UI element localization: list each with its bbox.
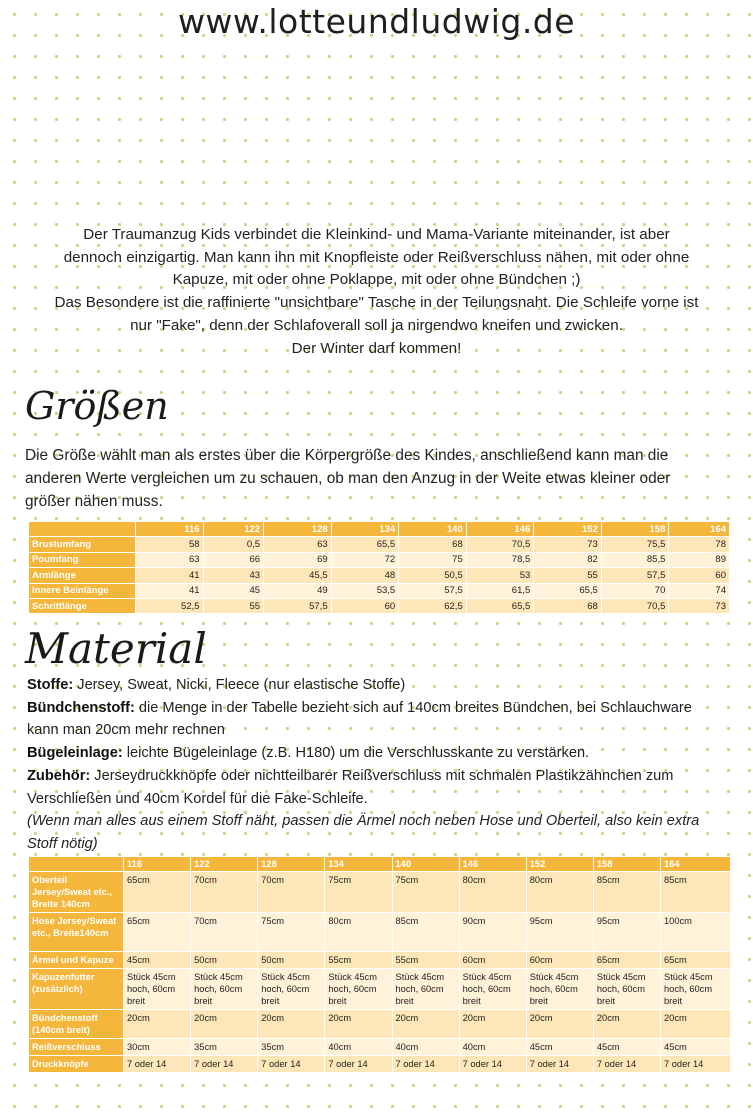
material-item-label: Zubehör: (27, 767, 91, 784)
intro-line: Kapuze, mit oder ohne Poklappe, mit oder ohne Bündchen ;) (172, 271, 581, 289)
table-cell: 20cm (526, 1010, 593, 1039)
table-cell: 66 (203, 552, 264, 567)
table-cell: 65,5 (331, 537, 399, 552)
table-cell: 20cm (392, 1010, 459, 1039)
table-row (29, 1056, 731, 1073)
row-label: Kapuzenfutter (zusätzlich) (29, 969, 124, 1010)
row-label: Schrittlänge (29, 598, 136, 613)
table-cell: 80cm (325, 913, 392, 952)
table-cell: 40cm (459, 1039, 526, 1056)
row-label: Oberteil Jersey/Sweat etc., Breite 140cm (29, 872, 124, 913)
table-cell: 70,5 (601, 598, 669, 613)
table-cell: 75 (399, 552, 467, 567)
table-cell: 35cm (258, 1039, 325, 1056)
table-cell: 41 (136, 568, 204, 583)
table-cell: 7 oder 14 (325, 1056, 392, 1073)
material-item-text: die Menge in der Tabelle bezieht sich auf 140cm breites Bündchen, bei Schlauchware kann man 20cm mehr rechnen (27, 699, 692, 739)
table-cell: Stück 45cm hoch, 60cm breit (325, 969, 392, 1010)
table-cell: Stück 45cm hoch, 60cm breit (191, 969, 258, 1010)
table-cell: 65cm (124, 872, 191, 913)
intro-line: Der Traumanzug Kids verbindet die Kleinkind- und Mama-Variante miteinander, ist aber (83, 226, 670, 243)
column-header-164: 164 (661, 857, 731, 872)
table-cell: 100cm (661, 913, 731, 952)
row-label: Hose Jersey/Sweat etc., Breite140cm (29, 913, 124, 952)
column-header-134: 134 (331, 522, 399, 537)
table-cell: Stück 45cm hoch, 60cm breit (392, 969, 459, 1010)
table-row (29, 1039, 731, 1056)
material-item-text: Jerseydruckknöpfe oder nichtteilbarer Reißverschluss mit schmalen Plastikzähnchen zum Verschließen und 40cm Kordel für die Fake-Schleife. (27, 767, 674, 807)
column-header-116: 116 (124, 857, 191, 872)
table-cell: 85cm (392, 913, 459, 952)
table-cell: 65cm (593, 952, 660, 969)
site-url[interactable]: www.lotteundludwig.de (177, 2, 576, 41)
table-cell: 78 (669, 537, 730, 552)
sizes-line: Die Größe wählt man als erstes über die Körpergröße des Kindes, anschließend kann man die (25, 447, 669, 464)
material-item-text: Jersey, Sweat, Nicki, Fleece (nur elastische Stoffe) (73, 677, 406, 693)
table-cell: 80cm (459, 872, 526, 913)
table-cell: 7 oder 14 (392, 1056, 459, 1073)
column-header-128: 128 (264, 522, 332, 537)
table-cell: 48 (331, 568, 399, 583)
table-cell: 45cm (124, 952, 191, 969)
table-cell: 62,5 (399, 598, 467, 613)
table-cell: 63 (264, 537, 332, 552)
table-cell: 50cm (191, 952, 258, 969)
table-cell: 95cm (526, 913, 593, 952)
table-cell: 70cm (191, 872, 258, 913)
table-cell: 68 (399, 537, 467, 552)
material-item (27, 674, 727, 697)
table-corner (29, 857, 124, 872)
intro-line: Das Besondere ist die raffinierte "unsichtbare" Tasche in der Teilungsnaht. Die Schleife vorne ist (54, 294, 699, 312)
column-header-134: 134 (325, 857, 392, 872)
table-cell: 55 (203, 598, 264, 613)
row-label: Armlänge (29, 568, 136, 583)
table-cell: 20cm (258, 1010, 325, 1039)
column-header-122: 122 (191, 857, 258, 872)
table-cell: 7 oder 14 (191, 1056, 258, 1073)
table-cell: 65,5 (466, 598, 534, 613)
table-cell: 60cm (526, 952, 593, 969)
table-cell: 60 (669, 568, 730, 583)
table-row (29, 568, 730, 583)
table-cell: 70cm (258, 872, 325, 913)
table-cell: 95cm (593, 913, 660, 952)
table-cell: 75,5 (601, 537, 669, 552)
intro-line: Der Winter darf kommen! (291, 339, 462, 357)
table-cell: 53 (466, 568, 534, 583)
table-cell: 40cm (392, 1039, 459, 1056)
table-row (29, 583, 730, 598)
table-row (29, 969, 731, 1010)
material-item-text: leichte Bügeleinlage (z.B. H180) um die Verschlusskante zu verstärken. (122, 745, 590, 762)
table-cell: 80cm (526, 872, 593, 913)
row-label: Ärmel und Kapuze (29, 952, 124, 969)
table-cell: 7 oder 14 (661, 1056, 731, 1073)
table-cell: 7 oder 14 (258, 1056, 325, 1073)
table-cell: 55cm (392, 952, 459, 969)
table-cell: 41 (136, 583, 204, 598)
table-cell: 89 (669, 552, 730, 567)
column-header-128: 128 (258, 857, 325, 872)
table-cell: 85cm (661, 872, 731, 913)
table-cell: 57,5 (399, 583, 467, 598)
table-cell: 49 (264, 583, 332, 598)
table-cell: 45,5 (264, 568, 332, 583)
table-cell: 53,5 (331, 583, 399, 598)
table-cell: 50cm (258, 952, 325, 969)
table-cell: 60 (331, 598, 399, 613)
row-label: Bündchenstoff (140cm breit) (29, 1010, 124, 1039)
material-table-header (29, 857, 731, 872)
column-header-146: 146 (459, 857, 526, 872)
table-cell: 50,5 (399, 568, 467, 583)
size-table (28, 521, 730, 614)
column-header-116: 116 (136, 522, 204, 537)
table-cell: 52,5 (136, 598, 204, 613)
material-table (28, 856, 731, 1073)
row-label: Brustumfang (29, 537, 136, 552)
table-cell: 82 (534, 552, 602, 567)
table-cell: 0,5 (203, 537, 264, 552)
row-label: Druckknöpfe (29, 1056, 124, 1073)
table-cell: 78,5 (466, 552, 534, 567)
column-header-140: 140 (399, 522, 467, 537)
table-cell: 43 (203, 568, 264, 583)
table-cell: 90cm (459, 913, 526, 952)
row-label: Innere Beinlänge (29, 583, 136, 598)
table-cell: 73 (534, 537, 602, 552)
table-cell: 30cm (124, 1039, 191, 1056)
table-row (29, 913, 731, 952)
table-cell: 55cm (325, 952, 392, 969)
table-cell: 20cm (459, 1010, 526, 1039)
sizes-line: größer nähen muss. (25, 493, 163, 510)
table-cell: Stück 45cm hoch, 60cm breit (258, 969, 325, 1010)
table-cell: 55 (534, 568, 602, 583)
table-cell: 7 oder 14 (124, 1056, 191, 1073)
intro-line: dennoch einzigartig. Man kann ihn mit Knopfleiste oder Reißverschluss nähen, mit oder ohne (63, 248, 690, 266)
table-cell: 7 oder 14 (593, 1056, 660, 1073)
sizes-description (25, 444, 715, 513)
material-heading: Material (25, 624, 207, 673)
table-cell: 75cm (325, 872, 392, 913)
table-cell: 74 (669, 583, 730, 598)
material-item-label: Bündchenstoff: (27, 699, 135, 716)
table-cell: Stück 45cm hoch, 60cm breit (593, 969, 660, 1010)
table-cell: 58 (136, 537, 204, 552)
table-cell: 75cm (258, 913, 325, 952)
sizes-line: anderen Werte vergleichen um zu schauen, ob man den Anzug in der Weite etwas kleiner oder (25, 470, 671, 487)
table-cell: 20cm (325, 1010, 392, 1039)
column-header-158: 158 (601, 522, 669, 537)
table-cell: 20cm (191, 1010, 258, 1039)
size-table-header (29, 522, 730, 537)
table-cell: 60cm (459, 952, 526, 969)
table-cell: 57,5 (264, 598, 332, 613)
table-cell: 75cm (392, 872, 459, 913)
table-cell: 45cm (661, 1039, 731, 1056)
table-row (29, 1010, 731, 1039)
material-item (27, 697, 727, 742)
column-header-164: 164 (669, 522, 730, 537)
material-item (27, 742, 727, 765)
table-row (29, 872, 731, 913)
table-row (29, 537, 730, 552)
table-cell: 35cm (191, 1039, 258, 1056)
table-cell: 70,5 (466, 537, 534, 552)
table-cell: 85cm (593, 872, 660, 913)
column-header-152: 152 (534, 522, 602, 537)
table-cell: 72 (331, 552, 399, 567)
table-cell: 45cm (593, 1039, 660, 1056)
table-cell: 65cm (661, 952, 731, 969)
column-header-146: 146 (466, 522, 534, 537)
table-cell: 61,5 (466, 583, 534, 598)
table-cell: 70cm (191, 913, 258, 952)
table-cell: 20cm (124, 1010, 191, 1039)
material-list (27, 674, 727, 856)
material-note: (Wenn man alles aus einem Stoff näht, passen die Ärmel noch neben Hose und Oberteil, also kein extra Stoff nötig) (27, 813, 700, 852)
table-cell: 73 (669, 598, 730, 613)
column-header-158: 158 (593, 857, 660, 872)
table-cell: 7 oder 14 (459, 1056, 526, 1073)
table-cell: 68 (534, 598, 602, 613)
table-cell: 45 (203, 583, 264, 598)
column-header-122: 122 (203, 522, 264, 537)
table-cell: 70 (601, 583, 669, 598)
table-cell: Stück 45cm hoch, 60cm breit (661, 969, 731, 1010)
material-item-label: Stoffe: (27, 677, 74, 693)
column-header-152: 152 (526, 857, 593, 872)
sizes-heading: Größen (25, 384, 169, 428)
table-cell: 57,5 (601, 568, 669, 583)
material-item-label: Bügeleinlage: (27, 745, 123, 762)
material-item (27, 765, 727, 810)
intro-text (20, 224, 733, 360)
table-cell: 45cm (526, 1039, 593, 1056)
table-cell: 63 (136, 552, 204, 567)
table-cell: 40cm (325, 1039, 392, 1056)
table-row (29, 598, 730, 613)
table-corner (29, 522, 136, 537)
table-cell: Stück 45cm hoch, 60cm breit (526, 969, 593, 1010)
row-label: Poumfang (29, 552, 136, 567)
table-cell: 69 (264, 552, 332, 567)
table-cell: 65cm (124, 913, 191, 952)
row-label: Reißverschluss (29, 1039, 124, 1056)
table-cell: 85,5 (601, 552, 669, 567)
table-cell: Stück 45cm hoch, 60cm breit (459, 969, 526, 1010)
intro-line: nur "Fake", denn der Schlafoverall soll ja nirgendwo kneifen und zwicken. (130, 316, 623, 334)
table-cell: 65,5 (534, 583, 602, 598)
table-cell: 20cm (593, 1010, 660, 1039)
table-cell: 20cm (661, 1010, 731, 1039)
table-row (29, 552, 730, 567)
column-header-140: 140 (392, 857, 459, 872)
table-row (29, 952, 731, 969)
table-cell: 7 oder 14 (526, 1056, 593, 1073)
table-cell: Stück 45cm hoch, 60cm breit (124, 969, 191, 1010)
